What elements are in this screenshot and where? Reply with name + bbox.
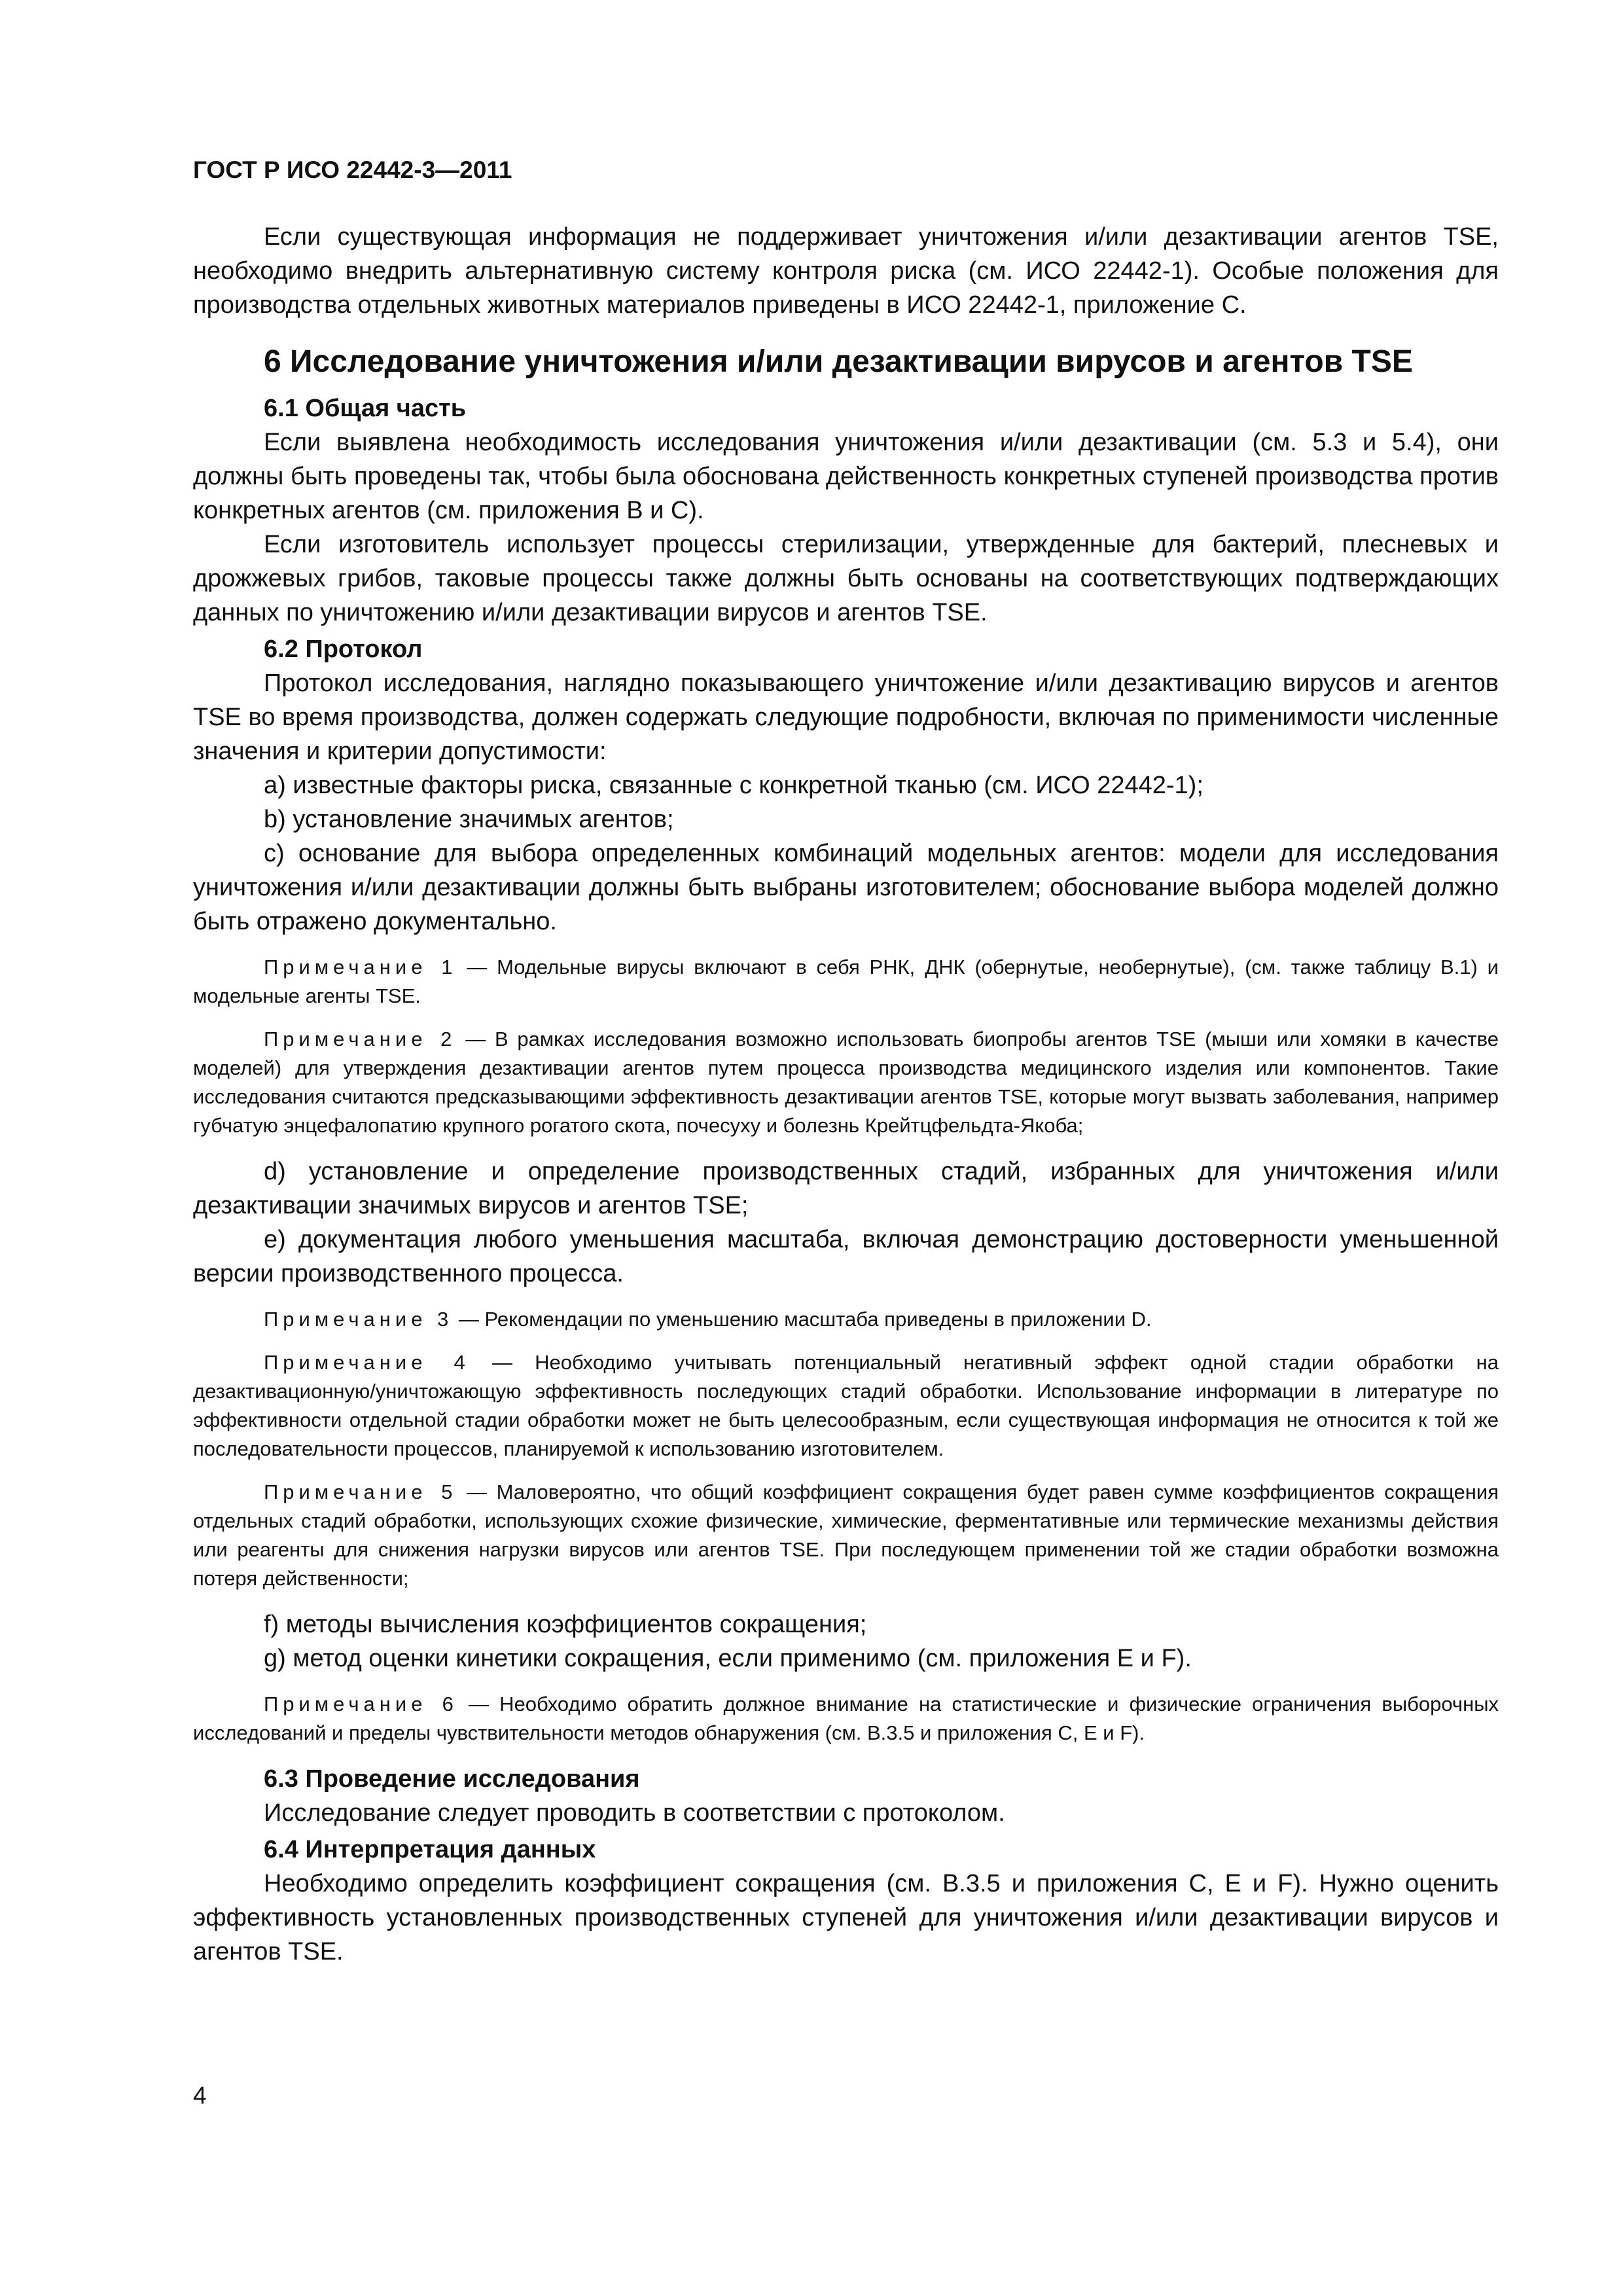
note-1 bbox=[193, 953, 1499, 1011]
note-label: Примечание 5 bbox=[264, 1480, 457, 1503]
note-label: Примечание 1 bbox=[264, 956, 457, 978]
document-header: ГОСТ Р ИСО 22442-3—2011 bbox=[193, 156, 512, 183]
note-2 bbox=[193, 1025, 1499, 1140]
section-6-1-paragraph-1: Если выявлена необходимость исследования уничтожения и/или дезактивации (см. 5.3 и 5.4), они должны быть проведены так, чтобы была обоснована действенность конкретных ступеней производства против конкретных агентов (см. приложения В и С). bbox=[193, 429, 1499, 524]
note-3 bbox=[193, 1305, 1499, 1334]
page-number: 4 bbox=[193, 2082, 207, 2109]
list-item-c: c) основание для выбора определенных комбинаций модельных агентов: модели для исследования уничтожения и/или дезактивации должны быть выбраны изготовителем; обоснование выбора моделей должно быть отражено документально. bbox=[193, 840, 1499, 935]
note-text: — Необходимо учитывать потенциальный негативный эффект одной стадии обработки на дезактивационную/уничтожающую эффективность последующих стадий обработки. Использование информации в литературе по эффективности отдельной стадии обработки может не быть целесообразным, если существующая информация не относится к той же последовательности процессов, планируемой к использованию изготовителем. bbox=[193, 1351, 1499, 1460]
section-6-3-paragraph-1: Исследование следует проводить в соответствии с протоколом. bbox=[264, 1799, 1005, 1827]
list-item-a: a) известные факторы риска, связанные с конкретной тканью (см. ИСО 22442-1); bbox=[264, 772, 1204, 799]
section-6-4-title: 6.4 Интерпретация данных bbox=[264, 1836, 596, 1863]
section-6-2-paragraph-1: Протокол исследования, наглядно показывающего уничтожение и/или дезактивацию вирусов и агентов TSE во время производства, должен содержать следующие подробности, включая по применимости численные значения и критерии допустимости: bbox=[193, 670, 1499, 765]
section-6-1-paragraph-2: Если изготовитель использует процессы стерилизации, утвержденные для бактерий, плесневых и дрожжевых грибов, таковые процессы также должны быть основаны на соответствующих подтверждающих данных по уничтожению и/или дезактивации вирусов и агентов TSE. bbox=[193, 531, 1499, 626]
list-item-e: e) документация любого уменьшения масштаба, включая демонстрацию достоверности уменьшенной версии производственного процесса. bbox=[193, 1226, 1499, 1287]
section-6-1-title: 6.1 Общая часть bbox=[264, 395, 467, 422]
list-item-b: b) установление значимых агентов; bbox=[264, 806, 674, 833]
list-item-f: f) методы вычисления коэффициентов сокращения; bbox=[264, 1611, 867, 1638]
note-label: Примечание 6 bbox=[264, 1693, 458, 1715]
list-item-g: g) метод оценки кинетики сокращения, если применимо (см. приложения Е и F). bbox=[264, 1645, 1192, 1672]
section-6-2-title: 6.2 Протокол bbox=[264, 636, 423, 663]
document-page bbox=[193, 154, 1499, 1969]
section-6-3-title: 6.3 Проведение исследования bbox=[264, 1765, 640, 1793]
section-6-4-paragraph-1: Необходимо определить коэффициент сокращения (см. В.3.5 и приложения С, Е и F). Нужно оценить эффективность установленных производственных ступеней для уничтожения и/или дезактивации вирусов и агентов TSE. bbox=[193, 1870, 1499, 1965]
section-6-title: 6 Исследование уничтожения и/или дезактивации вирусов и агентов TSE bbox=[264, 344, 1413, 379]
note-6 bbox=[193, 1690, 1499, 1748]
note-text: — Рекомендации по уменьшению масштаба приведены в приложении D. bbox=[453, 1308, 1152, 1331]
note-label: Примечание 3 bbox=[264, 1308, 454, 1331]
intro-paragraph: Если существующая информация не поддерживает уничтожения и/или дезактивации агентов TSE, необходимо внедрить альтернативную систему контроля риска (см. ИСО 22442-1). Особые положения для производства отдельных животных материалов приведены в ИСО 22442-1, приложение С. bbox=[193, 223, 1499, 319]
note-text: — В рамках исследования возможно использовать биопробы агентов TSE (мыши или хомяки в качестве моделей) для утверждения дезактивации агентов путем процесса производства медицинского изделия или компонентов. Такие исследования считаются предсказывающими эффективность дезактивации агентов TSE, которые могут вызвать заболевания, например губчатую энцефалопатию крупного рогатого скота, почесуху и болезнь Крейтцфельдта-Якоба; bbox=[193, 1028, 1499, 1137]
note-label: Примечание 4 bbox=[264, 1351, 470, 1374]
note-4 bbox=[193, 1348, 1499, 1463]
note-text: — Модельные вирусы включают в себя РНК, ДНК (обернутые, необернутые), (см. также таблицу В.1) и модельные агенты TSE. bbox=[193, 956, 1499, 1007]
note-5 bbox=[193, 1478, 1499, 1593]
note-text: — Необходимо обратить должное внимание на статистические и физические ограничения выборочных исследований и пределы чувствительности методов обнаружения (см. В.3.5 и приложения С, Е и F). bbox=[193, 1693, 1499, 1744]
note-label: Примечание 2 bbox=[264, 1028, 457, 1050]
list-item-d: d) установление и определение производственных стадий, избранных для уничтожения и/или дезактивации значимых вирусов и агентов TSE; bbox=[193, 1158, 1499, 1219]
note-text: — Маловероятно, что общий коэффициент сокращения будет равен сумме коэффициентов сокращения отдельных стадий обработки, использующих схожие физические, химические, ферментативные или термические механизмы действия или реагенты для снижения нагрузки вирусов или агентов TSE. При последующем применении той же стадии обработки возможна потеря действенности; bbox=[193, 1480, 1499, 1590]
